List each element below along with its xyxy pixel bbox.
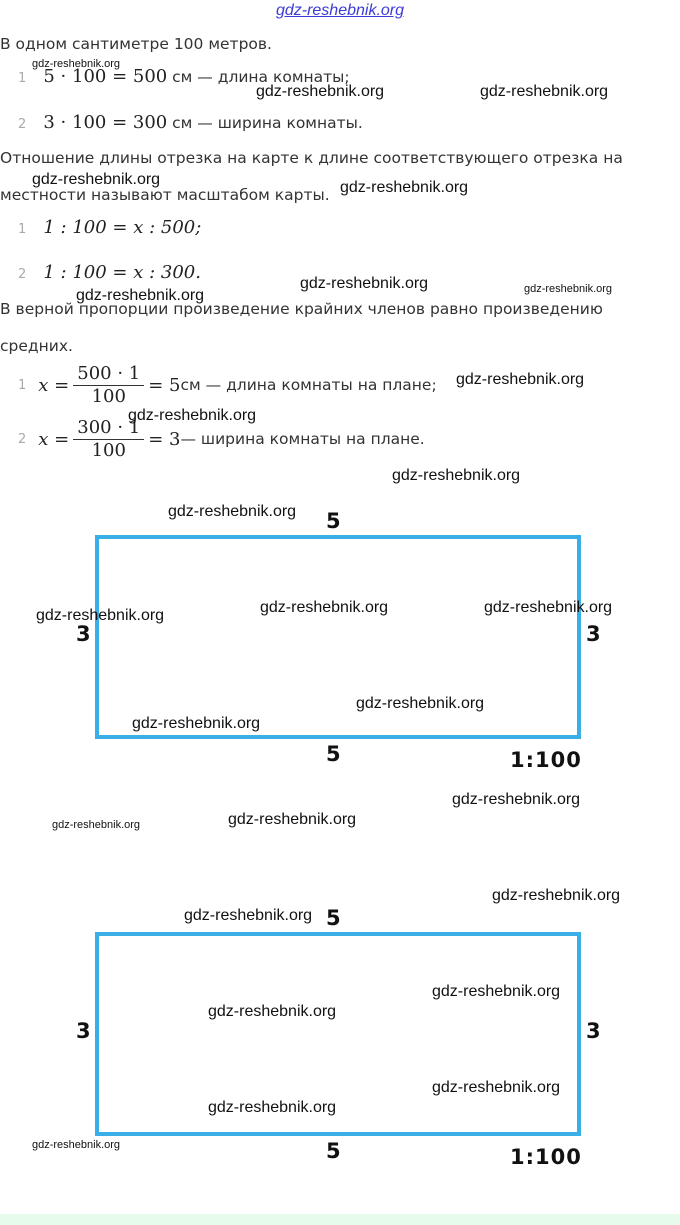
line-text: см — длина комнаты; xyxy=(167,68,350,86)
proportion-rule-line-2: средних. xyxy=(0,337,73,355)
line-number: 2 xyxy=(18,117,27,132)
footer-strip xyxy=(0,1214,680,1225)
line-number: 1 xyxy=(18,222,27,237)
scale-label: 1:100 xyxy=(510,1145,582,1169)
line-number: 1 xyxy=(18,377,27,393)
watermark: gdz-reshebnik.org xyxy=(132,715,261,732)
line-number: 2 xyxy=(18,431,27,447)
watermark: gdz-reshebnik.org xyxy=(484,599,613,616)
definition-line-2: местности называют масштабом карты. xyxy=(0,186,330,204)
fraction-denominator: 100 xyxy=(91,385,126,407)
watermark: gdz-reshebnik.org xyxy=(300,275,429,292)
left-dimension-label: 3 xyxy=(76,1019,91,1043)
math-lhs: x = xyxy=(38,374,70,396)
watermark: gdz-reshebnik.org xyxy=(228,811,357,828)
watermark: gdz-reshebnik.org xyxy=(452,791,581,808)
watermark: gdz-reshebnik.org xyxy=(256,83,385,100)
line-number: 2 xyxy=(18,267,27,282)
proportion-rule-line-1: В верной пропорции произведение крайних членов равно произведению xyxy=(0,300,603,318)
watermark: gdz-reshebnik.org xyxy=(456,371,585,388)
watermark: gdz-reshebnik.org xyxy=(76,287,205,304)
watermark: gdz-reshebnik.org xyxy=(36,607,165,624)
math-expression: 5 · 100 = 500 xyxy=(43,66,168,87)
scale-label: 1:100 xyxy=(510,748,582,772)
line-text: — ширина комнаты на плане. xyxy=(180,430,425,448)
left-dimension-label: 3 xyxy=(76,622,91,646)
watermark: gdz-reshebnik.org xyxy=(168,503,297,520)
math-expression: 1 : 100 = x : 300. xyxy=(43,262,201,283)
top-dimension-label: 5 xyxy=(326,906,341,930)
math-rhs: = 5 xyxy=(148,374,181,396)
fraction-numerator: 500 · 1 xyxy=(73,363,144,386)
math-lhs: x = xyxy=(38,428,70,450)
calc-line-2 xyxy=(18,108,363,140)
watermark: gdz-reshebnik.org xyxy=(432,983,561,1000)
line-number: 1 xyxy=(18,71,27,86)
watermark: gdz-reshebnik.org xyxy=(128,407,257,424)
line-text: см — длина комнаты на плане; xyxy=(180,376,437,394)
fraction-denominator: 100 xyxy=(91,439,126,461)
watermark: gdz-reshebnik.org xyxy=(432,1079,561,1096)
room-plan-rectangle xyxy=(95,535,581,739)
room-plan-rectangle xyxy=(95,932,581,1136)
watermark: gdz-reshebnik.org xyxy=(392,467,521,484)
watermark: gdz-reshebnik.org xyxy=(184,907,313,924)
proportion-line-1 xyxy=(18,213,201,245)
watermark: gdz-reshebnik.org xyxy=(524,283,613,295)
watermark: gdz-reshebnik.org xyxy=(492,887,621,904)
definition-line-1: Отношение длины отрезка на карте к длине соответствующего отрезка на xyxy=(0,149,623,167)
watermark: gdz-reshebnik.org xyxy=(260,599,389,616)
math-expression: 1 : 100 = x : 500; xyxy=(43,217,202,238)
solution-line-1 xyxy=(18,358,437,412)
watermark: gdz-reshebnik.org xyxy=(340,179,469,196)
top-dimension-label: 5 xyxy=(326,509,341,533)
fraction xyxy=(73,363,144,408)
right-dimension-label: 3 xyxy=(586,622,601,646)
math-expression: 3 · 100 = 300 xyxy=(43,112,168,133)
line-text: см — ширина комнаты. xyxy=(167,114,363,132)
watermark: gdz-reshebnik.org xyxy=(32,58,121,70)
watermark: gdz-reshebnik.org xyxy=(32,171,161,188)
bottom-dimension-label: 5 xyxy=(326,1139,341,1163)
watermark: gdz-reshebnik.org xyxy=(52,819,141,831)
fraction-numerator: 300 · 1 xyxy=(73,417,144,440)
watermark: gdz-reshebnik.org xyxy=(208,1099,337,1116)
watermark: gdz-reshebnik.org xyxy=(356,695,485,712)
bottom-dimension-label: 5 xyxy=(326,742,341,766)
site-link[interactable]: gdz-reshebnik.org xyxy=(275,2,405,19)
watermark: gdz-reshebnik.org xyxy=(480,83,609,100)
intro-text: В одном сантиметре 100 метров. xyxy=(0,35,272,53)
watermark: gdz-reshebnik.org xyxy=(32,1139,121,1151)
watermark: gdz-reshebnik.org xyxy=(208,1003,337,1020)
right-dimension-label: 3 xyxy=(586,1019,601,1043)
proportion-line-2 xyxy=(18,258,201,290)
math-rhs: = 3 xyxy=(148,428,181,450)
